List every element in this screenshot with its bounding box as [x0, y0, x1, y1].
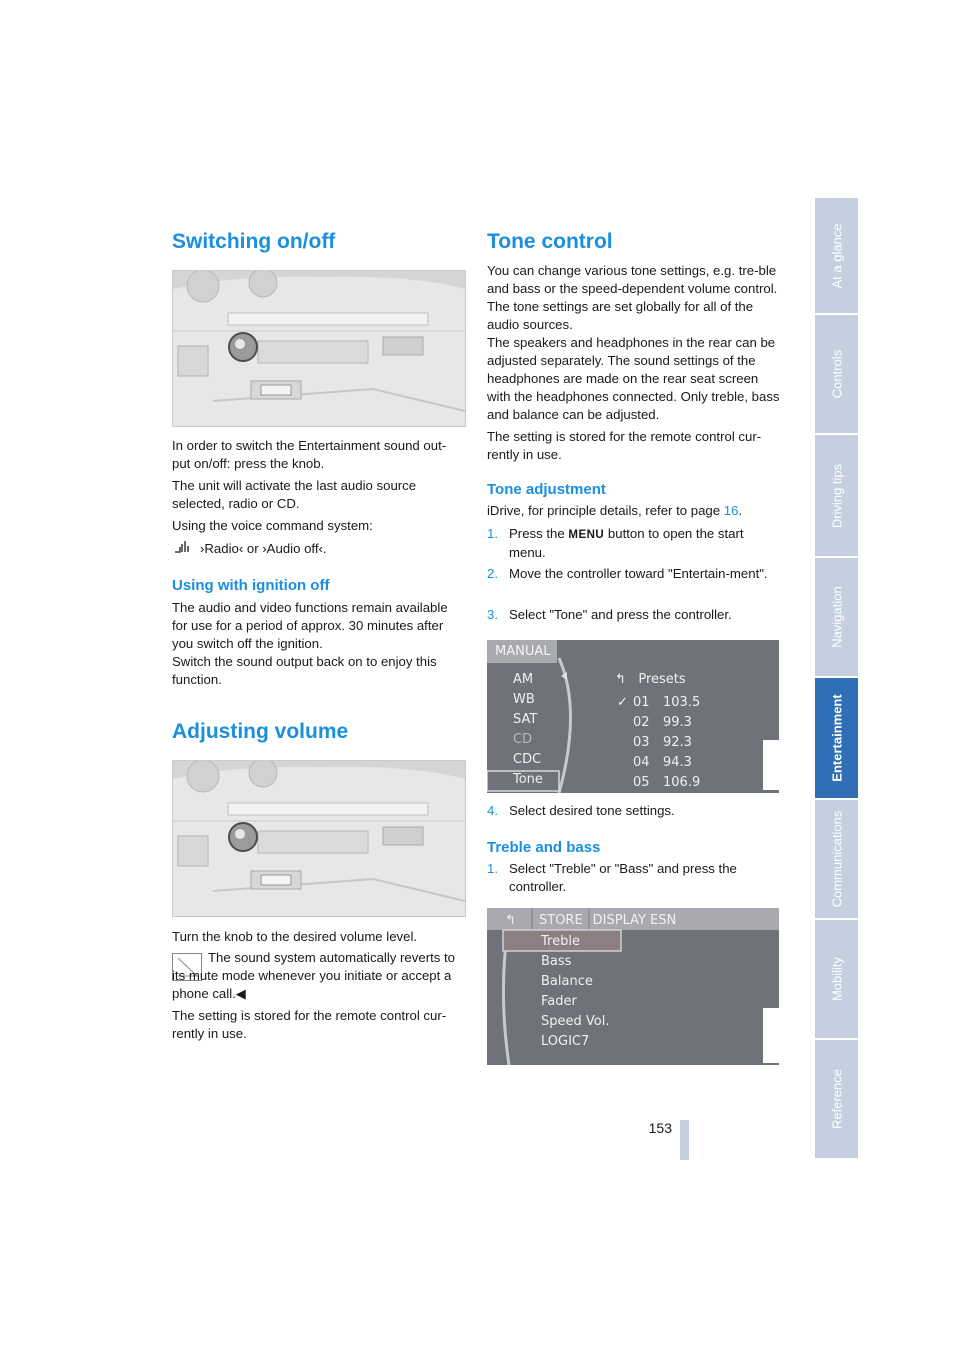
dashboard-illustration-2 [172, 760, 466, 917]
volume-p1: Turn the knob to the desired volume level. [172, 929, 418, 944]
preset-row[interactable] [617, 772, 700, 792]
tab-label: Communications [829, 810, 844, 908]
preset-frequency: 92.3 [663, 735, 692, 750]
menu-key: MENU [568, 529, 605, 541]
preset-frequency: 106.9 [663, 775, 701, 790]
step-4: 4. Select desired tone settings. [487, 803, 675, 818]
tab-entertainment[interactable] [815, 678, 858, 800]
preset-row[interactable] [617, 732, 700, 752]
step-3: 3. Select "Tone" and press the controller. [487, 607, 732, 622]
step-2: 2. Move the controller toward "Entertain-ment". [487, 566, 768, 581]
switching-p1: In order to switch the Entertainment sound out-put on/off: press the knob. [172, 438, 447, 471]
tab-controls[interactable] [815, 315, 858, 435]
tab-label: Mobility [829, 956, 844, 1002]
tab-label: Controls [829, 349, 844, 399]
source-item[interactable]: WB [513, 692, 535, 707]
source-item[interactable]: CD [513, 732, 533, 747]
tab-label: Navigation [829, 586, 844, 648]
source-list [513, 670, 543, 790]
preset-number: 01 [633, 695, 650, 710]
tab-mobility[interactable] [815, 920, 858, 1040]
source-item[interactable]: SAT [513, 712, 538, 727]
chapter-tabs [815, 198, 858, 1160]
voice-command-text: ›Radio‹ or ›Audio off‹. [200, 541, 327, 556]
volume-p2: The setting is stored for the remote control cur-rently in use. [172, 1008, 447, 1041]
screen-tone [487, 908, 779, 1065]
preset-number: 03 [633, 735, 650, 750]
step-1: 1. Press the MENU button to open the start menu. [487, 526, 744, 560]
heading-ignition: Using with ignition off [172, 577, 330, 594]
ignition-p2: Switch the sound output back on to enjoy this function. [172, 654, 437, 687]
dashboard-illustration-1 [172, 270, 466, 427]
heading-treble-bass: Treble and bass [487, 839, 601, 856]
tab-reference[interactable] [815, 1040, 858, 1160]
heading-tone-adjustment: Tone adjustment [487, 481, 606, 498]
tone-setting-item[interactable]: Balance [541, 974, 593, 989]
tab-label: Driving tips [829, 463, 844, 528]
preset-row[interactable] [617, 752, 700, 772]
preset-frequency: 99.3 [663, 715, 692, 730]
tone-p2: The speakers and headphones in the rear can be adjusted separately. The sound settings of the headphones are made on the rear seat screen with the headphones connected. Only treble, bass and balance can be adjusted. [487, 335, 780, 422]
tab-label: At a glance [829, 222, 844, 289]
presets-list [617, 692, 700, 792]
check-icon: ✓ [617, 695, 628, 710]
screen-tab[interactable]: DISPLAY ESN [592, 913, 677, 928]
switching-p2: The unit will activate the last audio source selected, radio or CD. [172, 478, 417, 511]
volume-note: The sound system automatically reverts to its mute mode whenever you initiate or accept a phone call.◀ [172, 950, 456, 1001]
tab-driving-tips[interactable] [815, 435, 858, 558]
ignition-p1: The audio and video functions remain available for use for a period of approx. 30 minutes after you switch off the ignition. [172, 600, 448, 651]
heading-tone: Tone control [487, 230, 613, 253]
screen-tab[interactable]: STORE [539, 913, 583, 928]
page-number: 153 [648, 1120, 672, 1136]
tab-navigation[interactable] [815, 558, 858, 678]
adjust-intro: iDrive, for principle details, refer to page 16. [487, 503, 743, 518]
heading-switching: Switching on/off [172, 230, 336, 253]
tone-setting-item[interactable]: LOGIC7 [541, 1034, 590, 1049]
preset-number: 05 [633, 775, 650, 790]
screen-tabs [539, 911, 686, 929]
screen-title: MANUAL [495, 644, 551, 659]
source-item[interactable]: AM [513, 672, 534, 687]
preset-number: 02 [633, 715, 650, 730]
preset-frequency: 94.3 [663, 755, 692, 770]
back-icon: ↰ [505, 913, 516, 928]
tone-setting-item[interactable]: Bass [541, 954, 572, 969]
tone-setting-item[interactable]: Fader [541, 994, 577, 1009]
preset-row[interactable] [617, 712, 700, 732]
tone-p3: The setting is stored for the remote control cur-rently in use. [487, 429, 762, 462]
presets-header: ↰ Presets [615, 672, 686, 687]
source-item[interactable]: Tone [513, 772, 543, 787]
treble-step-1: 1. Select "Treble" or "Bass" and press the controller. [487, 861, 737, 894]
tone-p1: You can change various tone settings, e.g. tre-ble and bass or the speed-dependent volume control. The tone settings are set globally for all of the audio sources. [487, 263, 778, 332]
back-arrow-icon: ↰ [615, 672, 626, 687]
preset-row[interactable] [617, 692, 700, 712]
heading-volume: Adjusting volume [172, 720, 349, 743]
tone-settings-list [541, 932, 609, 1052]
tab-label: Entertainment [829, 694, 844, 782]
switching-p3: Using the voice command system: [172, 518, 373, 533]
tone-setting-item[interactable]: Treble [541, 934, 580, 949]
tab-communications[interactable] [815, 800, 858, 920]
source-item[interactable]: CDC [513, 752, 542, 767]
page-link[interactable]: 16 [723, 503, 739, 518]
screen-manual [487, 640, 779, 793]
tab-label: Reference [829, 1069, 844, 1129]
tab-at-a-glance[interactable] [815, 198, 858, 315]
preset-frequency: 103.5 [663, 695, 701, 710]
voice-command-icon [172, 538, 194, 556]
page-marker [680, 1120, 689, 1160]
tone-setting-item[interactable]: Speed Vol. [541, 1014, 610, 1029]
preset-number: 04 [633, 755, 650, 770]
